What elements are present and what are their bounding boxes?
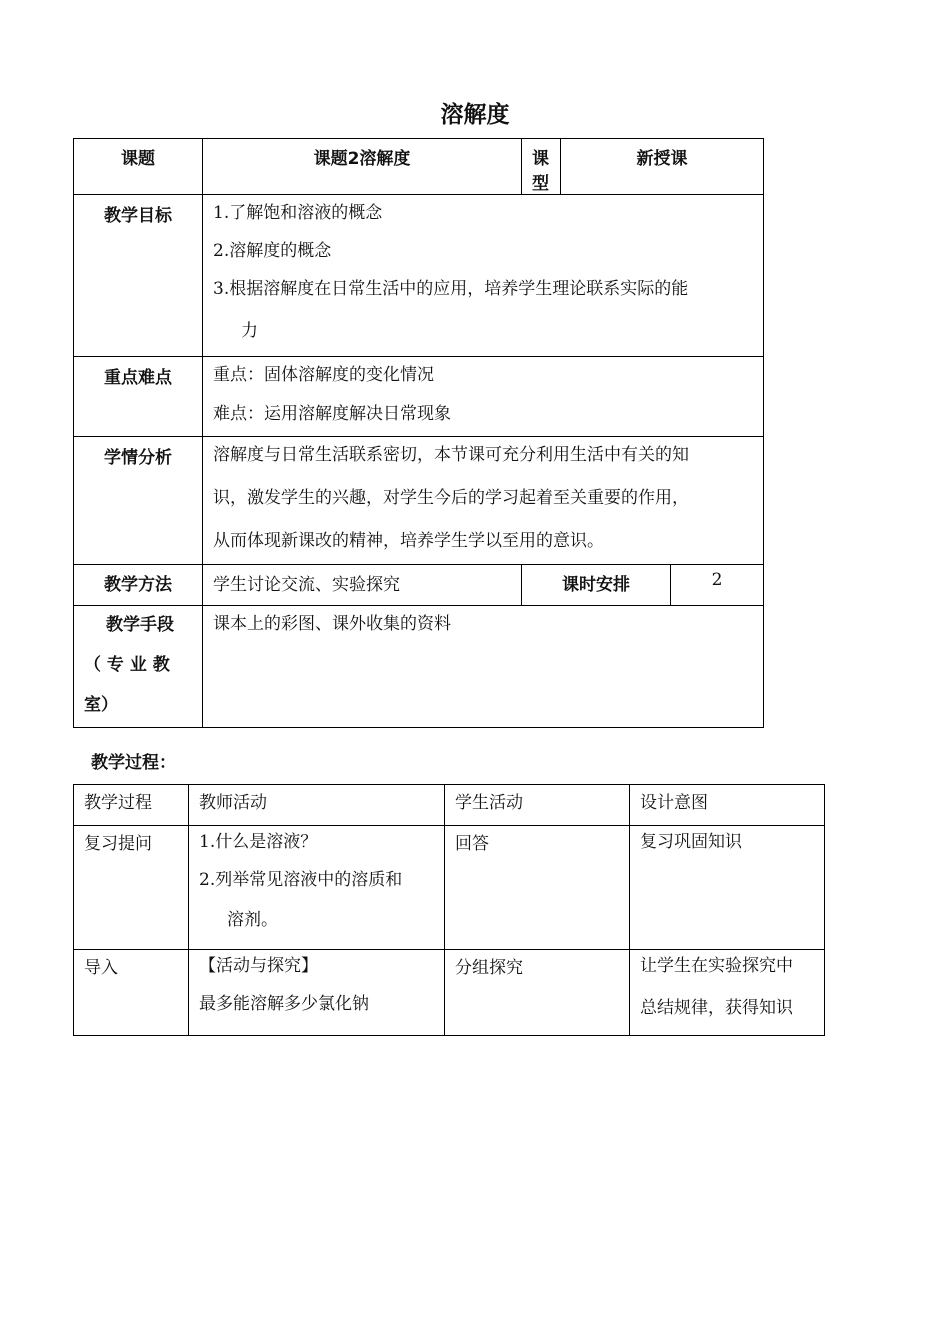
teaching-process-table (73, 784, 825, 1036)
process-header-cell: 设计意图 (630, 785, 825, 826)
hours-label: 课时安排 (522, 565, 671, 606)
key-points-content (203, 357, 764, 437)
lesson-type-value: 新授课 (561, 139, 764, 195)
objective-item: 1.了解饱和溶液的概念 (213, 203, 383, 223)
student-cell: 分组探究 (445, 950, 630, 1036)
process-header-cell: 教师活动 (189, 785, 445, 826)
analysis-line: 从而体现新课改的精神，培养学生学以至用的意识。 (213, 531, 604, 551)
student-cell: 回答 (445, 826, 630, 950)
topic-label: 课题 (74, 139, 203, 195)
method-value: 学生讨论交流、实验探究 (203, 565, 522, 606)
process-header-cell: 教学过程 (74, 785, 189, 826)
means-label-line: （ 专 业 教 (84, 655, 170, 675)
hours-value: 2 (671, 565, 764, 606)
teacher-cell (189, 826, 445, 950)
process-header-cell: 学生活动 (445, 785, 630, 826)
objective-item: 力 (241, 321, 258, 341)
lesson-plan-table (73, 138, 764, 728)
teacher-line: 2.列举常见溶液中的溶质和 (199, 870, 403, 890)
intent-cell (630, 950, 825, 1036)
teacher-line: 1.什么是溶液？ (199, 832, 318, 852)
table-row (74, 950, 825, 1036)
objective-item: 2.溶解度的概念 (213, 241, 332, 261)
analysis-label: 学情分析 (74, 437, 203, 565)
intent-cell (630, 826, 825, 950)
key-point-item: 难点：运用溶解度解决日常现象 (213, 404, 451, 424)
objective-item: 3.根据溶解度在日常生活中的应用，培养学生理论联系实际的能 (213, 279, 689, 299)
key-point-item: 重点：固体溶解度的变化情况 (213, 365, 434, 385)
stage-cell: 导入 (74, 950, 189, 1036)
analysis-line: 溶解度与日常生活联系密切，本节课可充分利用生活中有关的知 (213, 445, 689, 465)
teacher-line: 【活动与探究】 (199, 956, 318, 976)
topic-value: 课题2溶解度 (203, 139, 522, 195)
analysis-content (203, 437, 764, 565)
stage-cell: 复习提问 (74, 826, 189, 950)
means-label-line: 室） (84, 695, 118, 715)
means-label (74, 606, 203, 728)
teacher-line: 溶剂。 (227, 910, 278, 930)
intent-line: 复习巩固知识 (640, 832, 742, 852)
lesson-type-label: 课型 (522, 139, 561, 195)
process-heading: 教学过程： (91, 753, 176, 773)
objectives-content (203, 195, 764, 357)
intent-line: 总结规律，获得知识 (640, 998, 793, 1018)
intent-line: 让学生在实验探究中 (640, 956, 793, 976)
page-title: 溶解度 (440, 102, 510, 128)
objectives-label: 教学目标 (74, 195, 203, 357)
means-label-line: 教学手段 (106, 615, 174, 635)
means-value: 课本上的彩图、课外收集的资料 (203, 606, 764, 728)
analysis-line: 识，激发学生的兴趣，对学生今后的学习起着至关重要的作用， (213, 488, 689, 508)
teacher-cell (189, 950, 445, 1036)
teacher-line: 最多能溶解多少氯化钠 (199, 994, 369, 1014)
key-points-label: 重点难点 (74, 357, 203, 437)
table-row (74, 826, 825, 950)
method-label: 教学方法 (74, 565, 203, 606)
